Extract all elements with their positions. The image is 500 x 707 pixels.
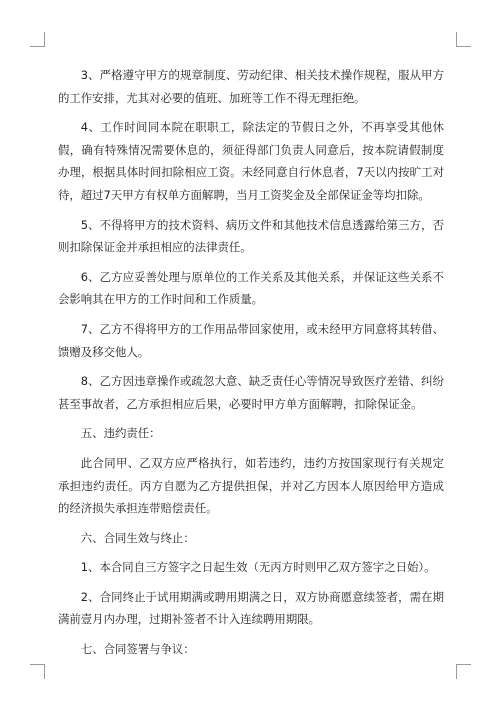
clause-5-confidentiality: 5、不得将甲方的技术资料、病历文件和其他技术信息透露给第三方，否则扣除保证金并承担相应的法律责任。 bbox=[58, 217, 444, 255]
termination-clause-2: 2、合同终止于试用期满或聘用期满之日，双方协商愿意续签者，需在期满前壹月内办理，过期补签者不计入连续聘用期限。 bbox=[58, 589, 444, 627]
section-heading-breach: 五、违约责任： bbox=[80, 426, 161, 441]
crop-mark-bottom-right bbox=[456, 664, 471, 679]
effect-clause-1: 1、本合同自三方签字之日起生效（无丙方时则甲乙双方签字之日始）。 bbox=[80, 560, 436, 575]
clause-8-medical-errors: 8、乙方因违章操作或疏忽大意、缺乏责任心等情况导致医疗差错、纠纷甚至事故者，乙方承担相应后果，必要时甲方单方面解聘，扣除保证金。 bbox=[58, 374, 444, 411]
clause-6-original-employer: 6、乙方应妥善处理与原单位的工作关系及其他关系，并保证这些关系不会影响其在甲方的工作时间和工作质量。 bbox=[58, 269, 444, 307]
clause-3-obey-rules: 3、严格遵守甲方的规章制度、劳动纪律、相关技术操作规程，服从甲方的工作安排，尤其对必要的值班、加班等工作不得无理拒绝。 bbox=[58, 68, 444, 105]
section-heading-signing-disputes: 七、合同签署与争议： bbox=[80, 642, 195, 657]
section-heading-effect-termination: 六、合同生效与终止： bbox=[80, 530, 195, 545]
breach-liability-text: 此合同甲、乙双方应严格执行，如若违约，违约方按国家现行有关规定承担违约责任。丙方自愿为乙方提供担保，并对乙方因本人原因给甲方造成的经济损失承担连带赔偿责任。 bbox=[58, 455, 444, 516]
clause-4-working-time: 4、工作时间同本院在职职工，除法定的节假日之外，不再享受其他休假，确有特殊情况需要休息的，须征得部门负责人同意后，按本院请假制度办理，根据具体时间扣除相应工资。未经同意自行休息者，7天以内按旷工对待，超过7天甲方有权单方面解聘，当月工资奖金及全部保证金等均扣除。 bbox=[58, 120, 444, 202]
clause-7-work-supplies: 7、乙方不得将甲方的工作用品带回家使用，或未经甲方同意将其转借、馈赠及移交他人。 bbox=[58, 321, 444, 359]
contract-body bbox=[58, 64, 444, 668]
crop-mark-top-left bbox=[30, 32, 45, 47]
crop-mark-top-right bbox=[456, 32, 471, 47]
crop-mark-bottom-left bbox=[30, 664, 45, 679]
